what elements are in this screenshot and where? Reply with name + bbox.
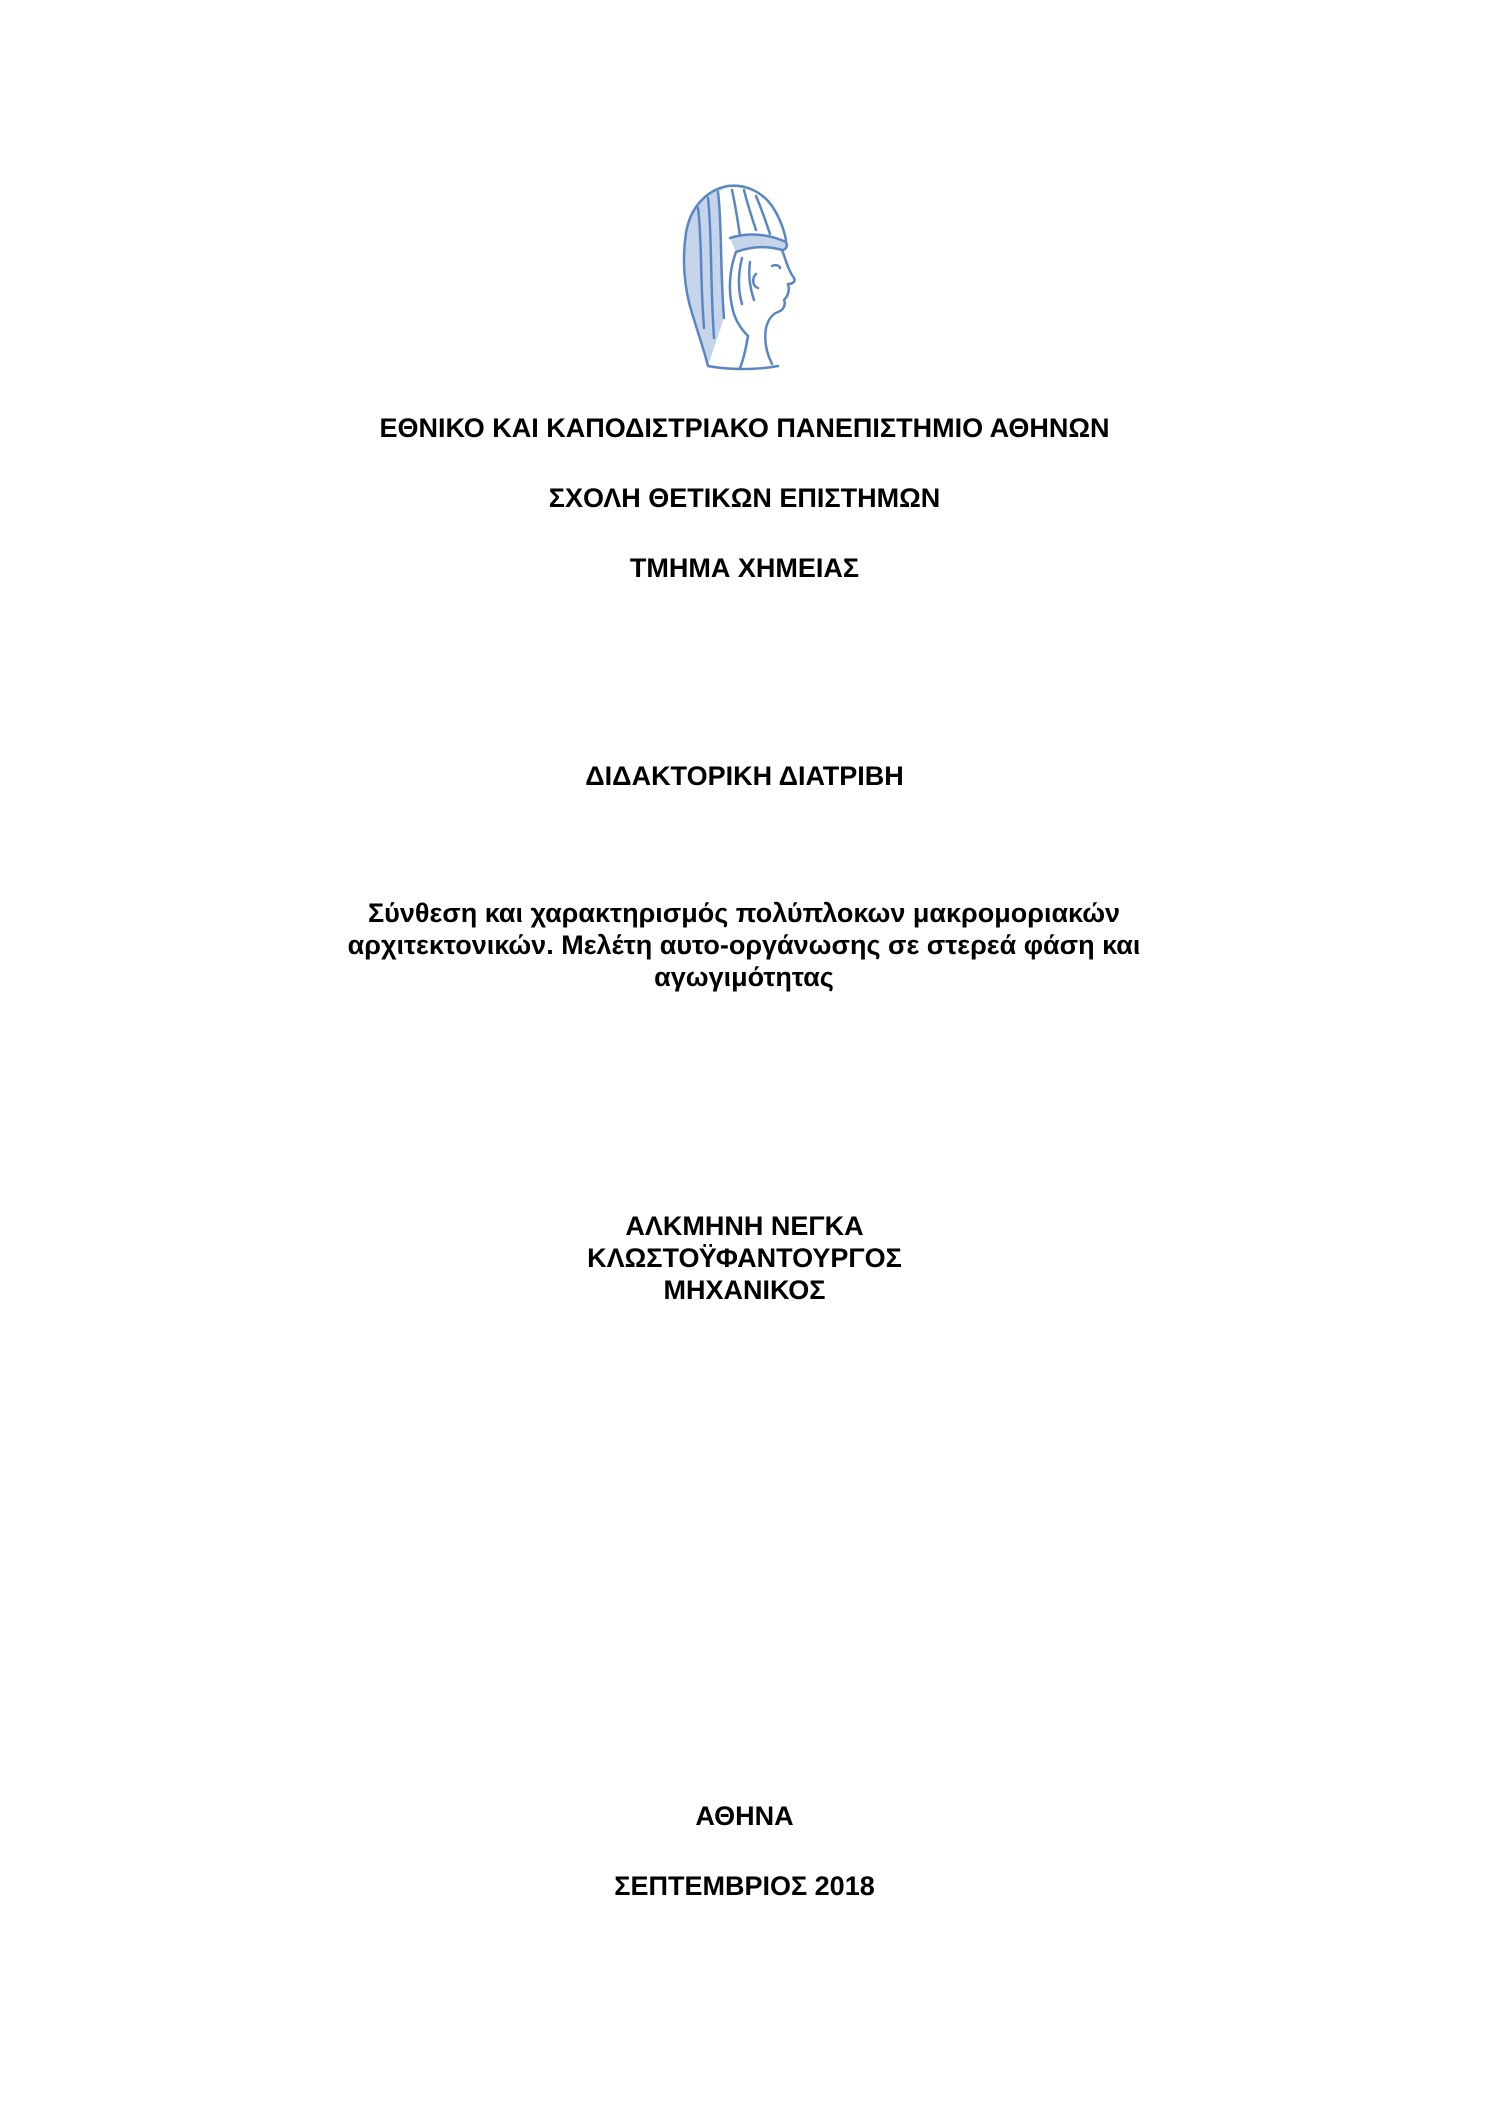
author-profession-line: ΜΗΧΑΝΙΚΟΣ [663,1275,826,1305]
university-name: ΕΘΝΙΚΟ ΚΑΙ ΚΑΠΟΔΙΣΤΡΙΑΚΟ ΠΑΝΕΠΙΣΤΗΜΙΟ ΑΘΗΝΩΝ [379,413,1110,443]
date: ΣΕΠΤΕΜΒΡΙΟΣ 2018 [614,1871,875,1901]
author-profession-line: ΚΛΩΣΤΟΫΦΑΝΤΟΥΡΓΟΣ [587,1243,902,1273]
thesis-title-line: αρχιτεκτονικών. Μελέτη αυτο-οργάνωσης σε στερεά φάση και [347,930,1141,960]
department-name: ΤΜΗΜΑ ΧΗΜΕΙΑΣ [629,553,860,583]
thesis-title-line: Σύνθεση και χαρακτηρισμός πολύπλοκων μακρομοριακών [367,898,1121,928]
city: ΑΘΗΝΑ [695,1801,794,1831]
athena-head-emblem-icon [668,178,818,373]
document-type: ΔΙΔΑΚΤΟΡΙΚΗ ΔΙΑΤΡΙΒΗ [585,761,904,791]
thesis-title [244,897,1244,993]
author-name: ΑΛΚΜΗΝΗ ΝΕΓΚΑ [625,1211,864,1241]
school-name: ΣΧΟΛΗ ΘΕΤΙΚΩΝ ΕΠΙΣΤΗΜΩΝ [548,483,941,513]
author-block [0,1210,1489,1306]
thesis-title-line: αγωγιμότητας [654,962,834,992]
